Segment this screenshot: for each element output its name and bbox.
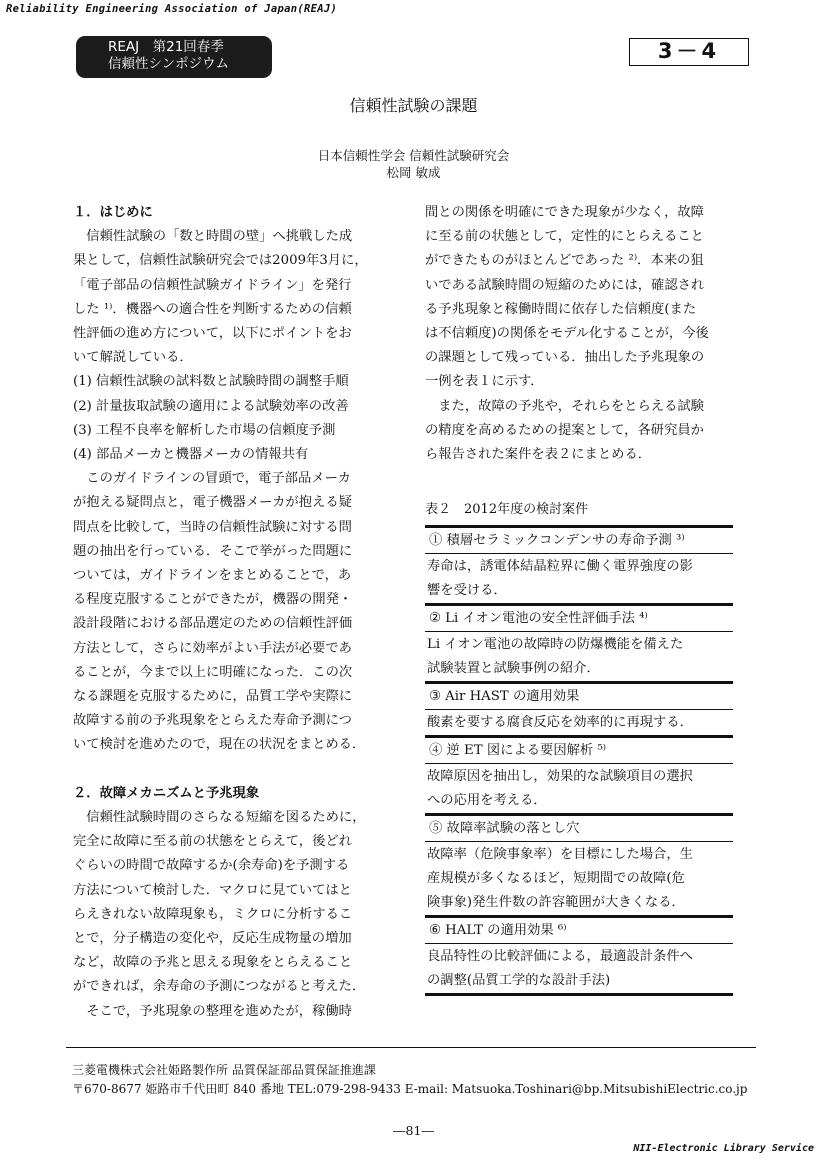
text-line: (4) 部品メーカと機器メーカの情報共有: [73, 447, 309, 463]
case-description-line: 険事象)発生件数の許容範囲が大きくなる．: [427, 895, 685, 910]
footer-company: 三菱電機株式会社姫路製作所 品質保証部品質保証推進課: [72, 1063, 376, 1077]
text-line: 問点を比較して，当時の信頼性試験に対する問: [73, 519, 352, 535]
text-line: の精度を高めるための提案として，各研究員か: [425, 422, 704, 438]
case-description-line: Li イオン電池の故障時の防爆機能を備えた: [427, 637, 684, 652]
text-line: ついては，ガイドラインをまとめることで，あ: [73, 568, 352, 584]
text-line: また，故障の予兆や，それらをとらえる試験: [425, 398, 704, 414]
text-line: 間との関係を明確にできた現象が少なく，故障: [425, 205, 704, 220]
text-line: 性評価の進め方について，以下にポイントをお: [73, 326, 352, 342]
text-line: ができれば，余寿命の予測につながると考えた．: [73, 979, 366, 995]
case-description: [425, 764, 733, 813]
text-line: 一例を表１に示す．: [425, 374, 544, 390]
case-description-line: 寿命は，誘電体結晶粒界に働く電界強度の影: [427, 559, 693, 574]
text-line: 方法について検討した．マクロに見ていてはと: [73, 882, 352, 898]
left-column: [73, 201, 393, 1024]
case-description: [425, 632, 733, 681]
case-description: [425, 554, 733, 603]
case-title: ⑥ HALT の適用効果 ⁶⁾: [425, 915, 733, 944]
case-title: ③ Air HAST の適用効果: [425, 681, 733, 710]
case-title: ① 積層セラミックコンデンサの寿命予測 ³⁾: [425, 525, 733, 554]
paragraph-gap: [73, 758, 393, 782]
text-line: ができたものがほとんどであった ²⁾．本来の狙: [425, 253, 704, 269]
section-heading: ２．故障メカニズムと予兆現象: [73, 785, 260, 801]
text-line: 完全に故障に至る前の状態をとらえて，後どれ: [73, 834, 352, 850]
text-line: した ¹⁾．機器への適合性を判断するための信頼: [73, 301, 352, 317]
case-description: [425, 842, 733, 915]
text-line: に至る前の状態として，定性的にとらえること: [425, 229, 704, 245]
text-line: る程度克服することができたが，機器の開発・: [73, 592, 353, 608]
case-description-line: 良品特性の比較評価による，最適設計条件へ: [427, 949, 693, 964]
table-caption: 表２ 2012年度の検討案件: [425, 502, 589, 517]
text-line: (1) 信頼性試験の試料数と試験時間の調整手順: [73, 374, 349, 390]
text-line: る予兆現象と稼働時間に依存した信頼度(また: [425, 301, 697, 317]
paper-affiliation: 日本信頼性学会 信頼性試験研究会: [317, 148, 510, 163]
text-line: は不信頼度)の関係をモデル化することが，今後: [425, 326, 709, 342]
badge-line-1: REAJ 第21回春季: [108, 39, 224, 55]
case-description-line: 産規模が多くなるほど，短期間での故障(危: [427, 871, 685, 886]
text-line: とで，分子構造の変化や，反応生成物量の増加: [73, 931, 352, 947]
text-line: など，故障の予兆と思える現象をとらえること: [73, 955, 353, 971]
text-line: ることが，今まで以上に明確になった．この次: [73, 664, 353, 680]
text-line: ぐらいの時間で故障するか(余寿命)を予測する: [73, 858, 350, 874]
header-organization: Reliability Engineering Association of Japan(REAJ): [6, 3, 338, 15]
text-line: 方法として，さらに効率がよい手法が必要であ: [73, 640, 352, 656]
text-line: ら報告された案件を表２にまとめる．: [425, 447, 652, 463]
badge-line-2: 信頼性シンポジウム: [108, 56, 230, 72]
text-line: 「電子部品の信頼性試験ガイドライン」を発行: [73, 277, 352, 293]
case-description-line: 酸素を要する腐食反応を効率的に再現する．: [427, 715, 693, 730]
text-line: 信頼性試験の「数と時間の壁」へ挑戦した成: [73, 229, 353, 245]
text-line: (2) 計量抜取試験の適用による試験効率の改善: [73, 398, 349, 414]
session-code: 3－4: [629, 38, 749, 66]
text-line: 設計段階における部品選定のための信頼性評価: [73, 616, 353, 632]
text-line: このガイドラインの冒頭で，電子部品メーカ: [73, 471, 351, 487]
case-description-line: への応用を考える．: [427, 793, 547, 808]
case-title: ④ 逆 ET 図による要因解析 ⁵⁾: [425, 735, 733, 764]
paper-title: 信頼性試験の課題: [349, 96, 478, 115]
case-description-line: の調整(品質工学的な設計手法): [427, 973, 611, 988]
text-line: なる課題を克服するために，品質工学や実際に: [73, 689, 353, 705]
symposium-badge: [76, 36, 272, 78]
text-line: 題の抽出を行っている．そこで挙がった問題に: [73, 543, 353, 559]
paper-author: 松岡 敏成: [386, 165, 441, 180]
text-line: いて解説している．: [73, 350, 193, 366]
case-description-line: 響を受ける．: [427, 583, 507, 598]
right-column: [425, 201, 745, 467]
text-line: 信頼性試験時間のさらなる短縮を図るために，: [73, 810, 366, 826]
library-credit: NII-Electronic Library Service: [633, 1143, 814, 1154]
text-line: が抱える疑問点と，電子機器メーカが抱える疑: [73, 495, 352, 511]
footer-address: 〒670-8677 姫路市千代田町 840 番地 TEL:079-298-9433 E-mail: Matsuoka.Toshinari@bp.MitsubishiElectric.co.jp: [72, 1082, 748, 1096]
text-line: いである試験時間の短縮のためには，確認され: [425, 277, 705, 293]
footer-divider: [66, 1047, 756, 1048]
text-line: 果として，信頼性試験研究会では2009年3月に，: [73, 253, 368, 269]
case-title: ② Li イオン電池の安全性評価手法 ⁴⁾: [425, 603, 733, 632]
text-line: の課題として残っている．抽出した予兆現象の: [425, 350, 705, 366]
text-line: そこで，予兆現象の整理を進めたが，稼働時: [73, 1003, 352, 1019]
text-line: 故障する前の予兆現象をとらえた寿命予測につ: [73, 713, 352, 729]
case-description: [425, 944, 733, 996]
section-heading: １．はじめに: [73, 205, 153, 220]
case-description-line: 故障率（危険事象率）を目標にした場合，生: [427, 847, 693, 862]
text-line: (3) 工程不良率を解析した市場の信頼度予測: [73, 422, 336, 438]
text-line: らえきれない故障現象も，ミクロに分析するこ: [73, 906, 353, 922]
text-line: いて検討を進めたので，現在の状況をまとめる．: [73, 737, 366, 753]
page-number: ―81―: [393, 1123, 434, 1138]
case-title: ⑤ 故障率試験の落とし穴: [425, 813, 733, 842]
case-description-line: 試験装置と試験事例の紹介．: [427, 661, 600, 676]
case-description: [425, 710, 733, 735]
case-table: [425, 525, 733, 996]
case-description-line: 故障原因を抽出し，効果的な試験項目の選択: [427, 769, 693, 784]
